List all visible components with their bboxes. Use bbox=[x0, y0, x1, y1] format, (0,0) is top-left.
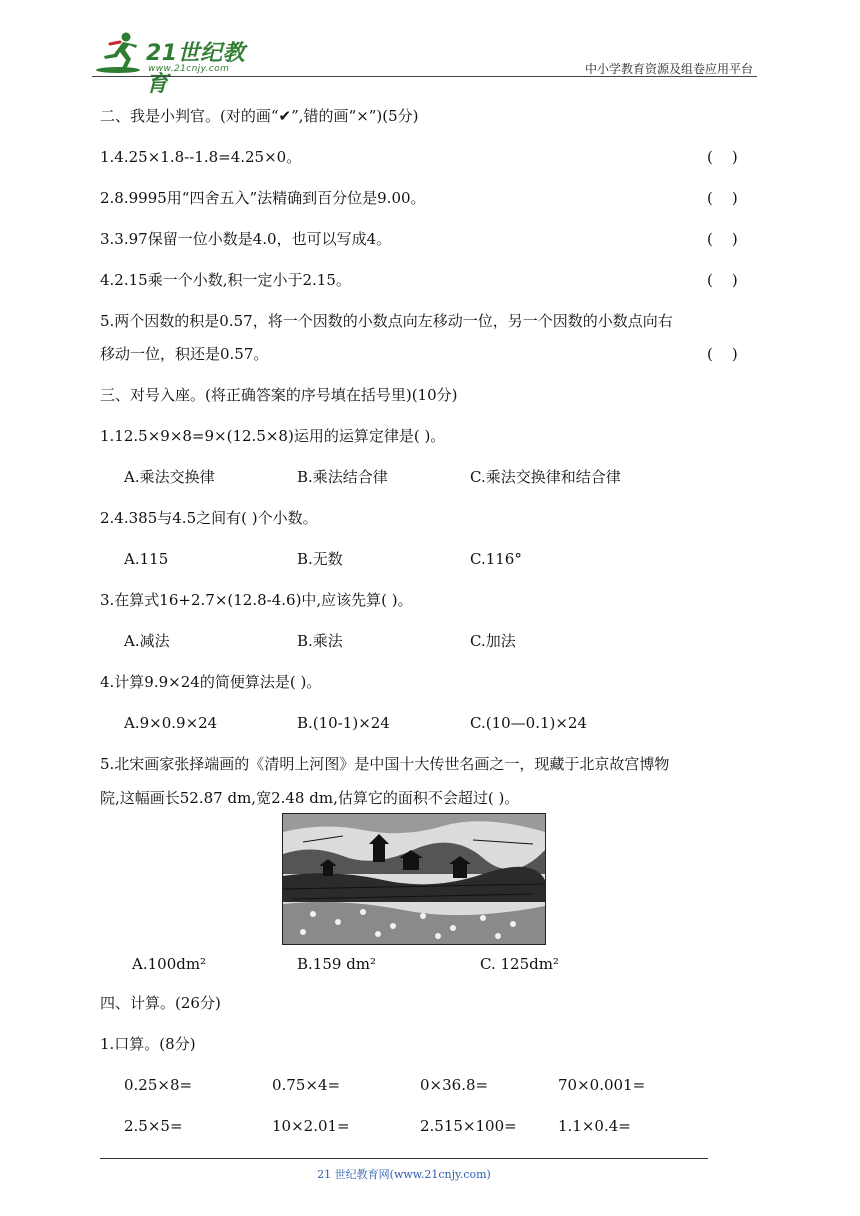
q3-option-b[interactable]: B.乘法 bbox=[297, 632, 343, 650]
q1-option-b[interactable]: B.乘法结合律 bbox=[297, 468, 388, 486]
choice-question-5-line2: 院,这幅画长52.87 dm,宽2.48 dm,估算它的面积不会超过( )。 bbox=[100, 789, 520, 807]
q4-option-a[interactable]: A.9×0.9×24 bbox=[124, 714, 218, 732]
answer-paren-4[interactable]: ( ) bbox=[707, 271, 738, 289]
calc-item: 0.25×8= bbox=[124, 1076, 193, 1094]
site-logo bbox=[92, 30, 267, 97]
calc-item: 0.75×4= bbox=[272, 1076, 341, 1094]
q4-option-b[interactable]: B.(10-1)×24 bbox=[297, 714, 390, 732]
judge-item-4: 4.2.15乘一个小数,积一定小于2.15。 bbox=[100, 271, 351, 289]
platform-title: 中小学教育资源及组卷应用平台 bbox=[584, 62, 753, 76]
logo-text: 21世纪教育 bbox=[146, 41, 246, 97]
header-divider bbox=[92, 76, 757, 77]
choice-question-4: 4.计算9.9×24的简便算法是( )。 bbox=[100, 673, 322, 691]
judge-item-2: 2.8.9995用“四舍五入”法精确到百分位是9.00。 bbox=[100, 189, 426, 207]
judge-item-5-line1: 5.两个因数的积是0.57，将一个因数的小数点向左移动一位，另一个因数的小数点向右 bbox=[100, 312, 673, 330]
choice-question-1: 1.12.5×9×8=9×(12.5×8)运用的运算定律是( )。 bbox=[100, 427, 446, 445]
calc-item: 0×36.8= bbox=[420, 1076, 489, 1094]
answer-paren-5[interactable]: ( ) bbox=[707, 345, 738, 363]
q2-option-a[interactable]: A.115 bbox=[124, 550, 169, 568]
section4-title: 四、计算。(26分) bbox=[100, 994, 221, 1012]
answer-paren-1[interactable]: ( ) bbox=[707, 148, 738, 166]
calc-item: 1.1×0.4= bbox=[558, 1117, 631, 1135]
oral-calc-title: 1.口算。(8分) bbox=[100, 1035, 196, 1053]
page-header bbox=[92, 28, 757, 97]
judge-item-1: 1.4.25×1.8--1.8=4.25×0。 bbox=[100, 148, 302, 166]
footer-link[interactable]: 21 世纪教育网(www.21cnjy.com) bbox=[317, 1168, 491, 1181]
q2-option-c[interactable]: C.116° bbox=[470, 550, 522, 568]
calc-item: 2.5×5= bbox=[124, 1117, 183, 1135]
choice-question-2: 2.4.385与4.5之间有( )个小数。 bbox=[100, 509, 318, 527]
qingming-painting-image bbox=[282, 813, 546, 945]
section3-title: 三、对号入座。(将正确答案的序号填在括号里)(10分) bbox=[100, 386, 458, 404]
painting-sketch bbox=[283, 814, 545, 944]
calc-item: 2.515×100= bbox=[420, 1117, 517, 1135]
runner-logo-icon bbox=[96, 30, 144, 74]
choice-question-3: 3.在算式16+2.7×(12.8-4.6)中,应该先算( )。 bbox=[100, 591, 413, 609]
calc-item: 10×2.01= bbox=[272, 1117, 350, 1135]
q3-option-c[interactable]: C.加法 bbox=[470, 632, 516, 650]
q3-option-a[interactable]: A.减法 bbox=[124, 632, 170, 650]
q5-option-a[interactable]: A.100dm² bbox=[132, 955, 207, 973]
q1-option-a[interactable]: A.乘法交换律 bbox=[124, 468, 215, 486]
footer-divider bbox=[100, 1158, 708, 1159]
logo-url: www.21cnjy.com bbox=[148, 64, 230, 74]
q1-option-c[interactable]: C.乘法交换律和结合律 bbox=[470, 468, 621, 486]
judge-item-3: 3.3.97保留一位小数是4.0，也可以写成4。 bbox=[100, 230, 392, 248]
q4-option-c[interactable]: C.(10—0.1)×24 bbox=[470, 714, 588, 732]
q5-option-b[interactable]: B.159 dm² bbox=[297, 955, 377, 973]
answer-paren-3[interactable]: ( ) bbox=[707, 230, 738, 248]
section2-title: 二、我是小判官。(对的画“✔”,错的画“×”)(5分) bbox=[100, 107, 419, 125]
choice-question-5-line1: 5.北宋画家张择端画的《清明上河图》是中国十大传世名画之一，现藏于北京故宫博物 bbox=[100, 755, 670, 773]
answer-paren-2[interactable]: ( ) bbox=[707, 189, 738, 207]
calc-item: 70×0.001= bbox=[558, 1076, 646, 1094]
q2-option-b[interactable]: B.无数 bbox=[297, 550, 343, 568]
judge-item-5-line2: 移动一位，积还是0.57。 bbox=[100, 345, 269, 363]
q5-option-c[interactable]: C. 125dm² bbox=[480, 955, 559, 973]
